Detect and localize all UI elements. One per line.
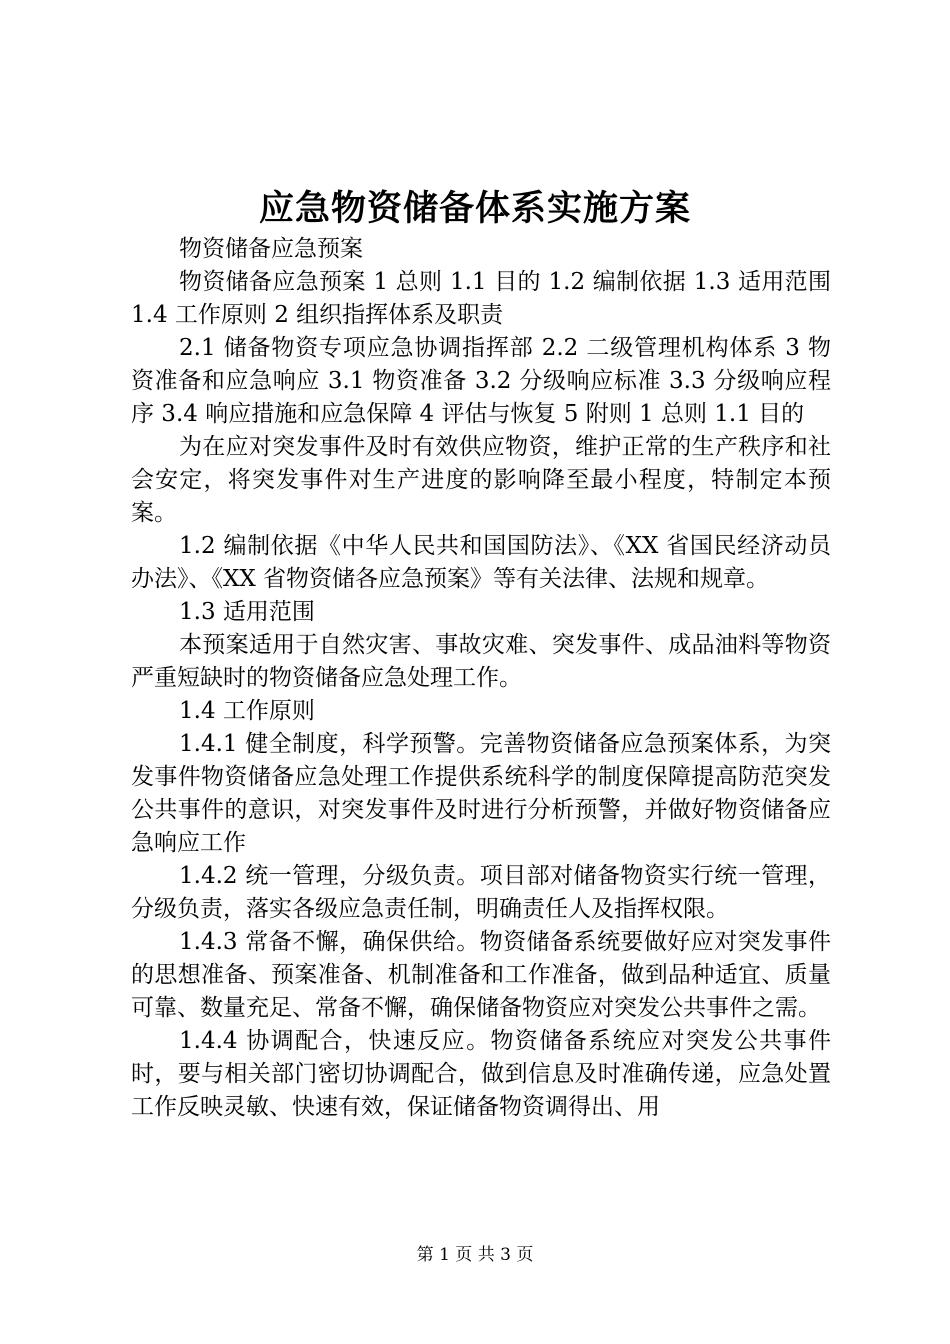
paragraph: 2.1 储备物资专项应急协调指挥部 2.2 二级管理机构体系 3 物资准备和应急响应 3.1 物资准备 3.2 分级响应标准 3.3 分级响应程序 3.4 响应措施和应急保障 4 评估与恢复 5 附则 1 总则 1.1 目的	[131, 335, 831, 427]
document-body	[131, 233, 831, 1124]
paragraph: 1.4.2 统一管理，分级负责。项目部对储备物资实行统一管理，分级负责，落实各级应急责任制，明确责任人及指挥权限。	[131, 863, 831, 922]
paragraph: 1.4.4 协调配合，快速反应。物资储备系统应对突发公共事件时，要与相关部门密切协调配合，做到信息及时准确传递，应急处置工作反映灵敏、快速有效，保证储备物资调得出、用	[131, 1028, 831, 1120]
paragraph: 1.4.3 常备不懈，确保供给。物资储备系统要做好应对突发事件的思想准备、预案准备、机制准备和工作准备，做到品种适宜、质量可靠、数量充足、常备不懈，确保储备物资应对突发公共事件之需。	[131, 929, 831, 1021]
paragraph: 本预案适用于自然灾害、事故灾难、突发事件、成品油料等物资严重短缺时的物资储备应急处理工作。	[131, 632, 831, 691]
paragraph: 1.4.1 健全制度，科学预警。完善物资储备应急预案体系，为突发事件物资储备应急处理工作提供系统科学的制度保障提高防范突发公共事件的意识，对突发事件及时进行分析预警，并做好物资储备应急响应工作	[131, 731, 831, 856]
paragraph: 1.3 适用范围	[179, 599, 315, 625]
paragraph: 1.2 编制依据《中华人民共和国国防法》、《XX 省国民经济动员办法》、《XX 省物资储各应急预案》等有关法律、法规和规章。	[131, 533, 831, 592]
document-title: 应急物资储备体系实施方案	[258, 188, 691, 229]
paragraph: 物资储备应急预案	[179, 236, 363, 262]
paragraph: 物资储备应急预案 1 总则 1.1 目的 1.2 编制依据 1.3 适用范围 1.4 工作原则 2 组织指挥体系及职责	[131, 269, 831, 328]
paragraph: 1.4 工作原则	[179, 698, 315, 724]
paragraph: 为在应对突发事件及时有效供应物资，维护正常的生产秩序和社会安定，将突发事件对生产进度的影响降至最小程度，特制定本预案。	[131, 434, 831, 526]
page-number: 第 1 页 共 3 页	[416, 1245, 534, 1265]
